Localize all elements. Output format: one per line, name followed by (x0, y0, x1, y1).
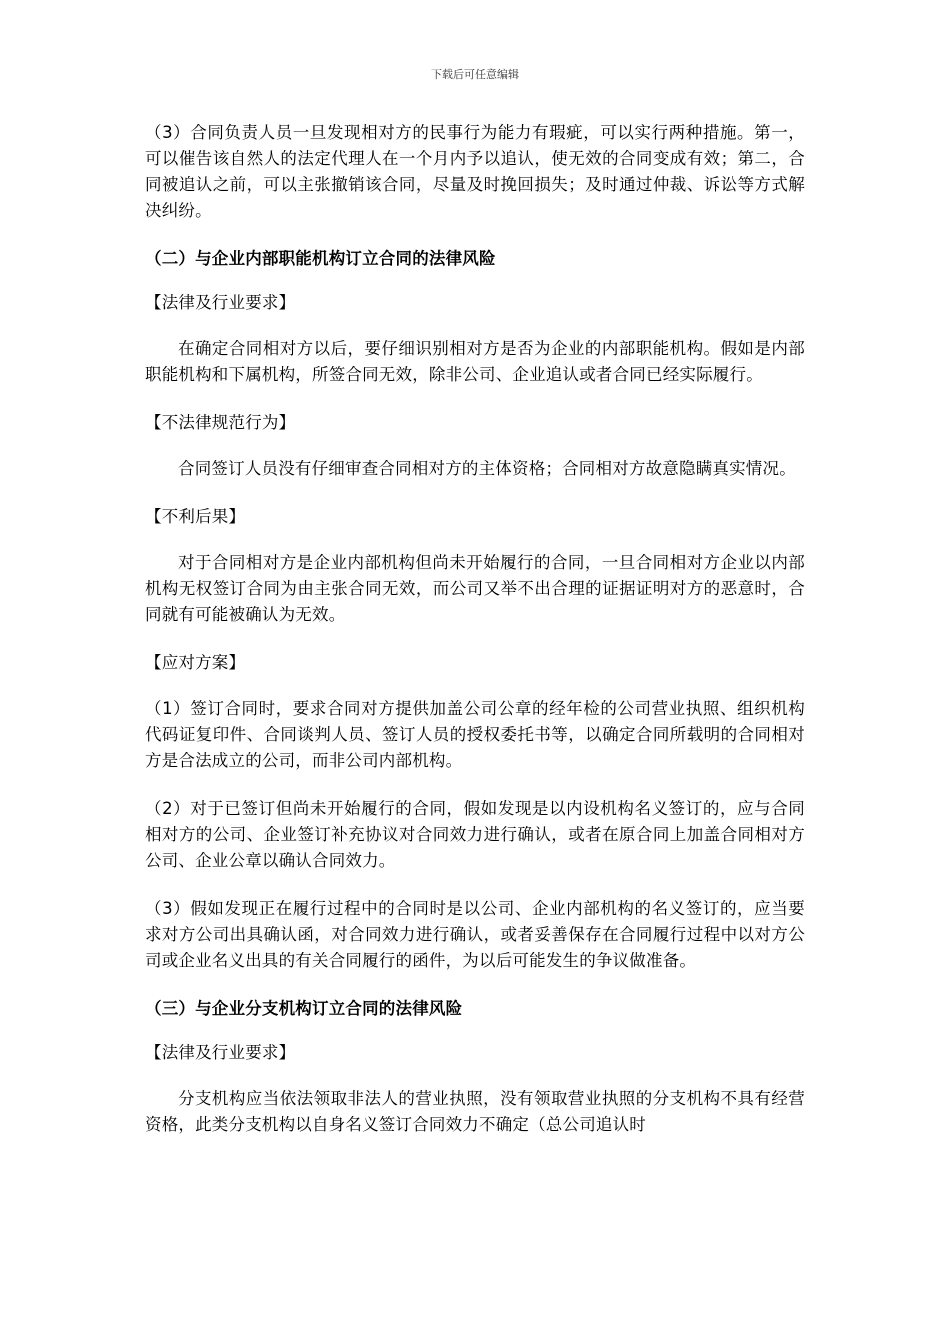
section-heading: （三）与企业分支机构订立合同的法律风险 (145, 999, 463, 1018)
header-note: 下载后可任意编辑 (431, 68, 519, 81)
paragraph: 分支机构应当依法领取非法人的营业执照，没有领取营业执照的分支机构不具有经营资格，此类分支机构以自身名义签订合同效力不确定（总公司追认时 (145, 1089, 805, 1134)
paragraph: （3）假如发现正在履行过程中的合同时是以公司、企业内部机构的名义签订的，应当要求对方公司出具确认函，对合同效力进行确认，或者妥善保存在合同履行过程中以对方公司或企业名义出具的有关合同履行的函件，为以后可能发生的争议做准备。 (145, 899, 805, 970)
paragraph: 合同签订人员没有仔细审查合同相对方的主体资格；合同相对方故意隐瞒真实情况。 (178, 459, 796, 478)
section-heading: （二）与企业内部职能机构订立合同的法律风险 (145, 249, 496, 268)
document-body (145, 120, 805, 1160)
paragraph: （2）对于已签订但尚未开始履行的合同，假如发现是以内设机构名义签订的，应与合同相对方的公司、企业签订补充协议对合同效力进行确认，或者在原合同上加盖合同相对方公司、企业公章以确认合同效力。 (145, 799, 805, 870)
subsection-tag: 【不利后果】 (145, 507, 246, 526)
subsection-tag: 【法律及行业要求】 (145, 1043, 296, 1062)
subsection-tag: 【应对方案】 (145, 653, 246, 672)
subsection-tag: 【不法律规范行为】 (145, 413, 296, 432)
subsection-tag: 【法律及行业要求】 (145, 293, 296, 312)
paragraph: （1）签订合同时，要求合同对方提供加盖公司公章的经年检的公司营业执照、组织机构代码证复印件、合同谈判人员、签订人员的授权委托书等，以确定合同所载明的合同相对方是合法成立的公司，而非公司内部机构。 (145, 699, 805, 770)
paragraph: （3）合同负责人员一旦发现相对方的民事行为能力有瑕疵，可以实行两种措施。第一，可以催告该自然人的法定代理人在一个月内予以追认，使无效的合同变成有效；第二，合同被追认之前，可以主张撤销该合同，尽量及时挽回损失；及时通过仲裁、诉讼等方式解决纠纷。 (145, 123, 805, 220)
paragraph: 在确定合同相对方以后，要仔细识别相对方是否为企业的内部职能机构。假如是内部职能机构和下属机构，所签合同无效，除非公司、企业追认或者合同已经实际履行。 (145, 339, 805, 384)
paragraph: 对于合同相对方是企业内部机构但尚未开始履行的合同，一旦合同相对方企业以内部机构无权签订合同为由主张合同无效，而公司又举不出合理的证据证明对方的恶意时，合同就有可能被确认为无效。 (145, 553, 805, 624)
